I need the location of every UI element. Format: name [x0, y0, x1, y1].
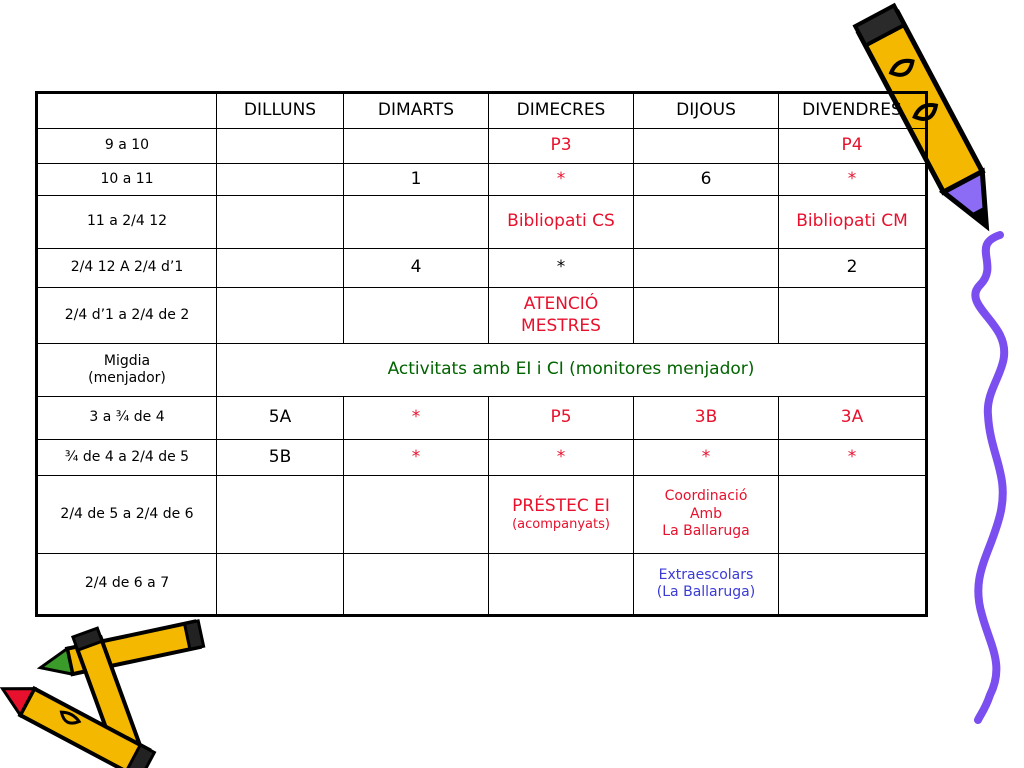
header-day-tuesday: DIMARTS [344, 93, 489, 129]
header-day-friday: DIVENDRES [779, 93, 927, 129]
table-cell [779, 288, 927, 344]
cell-line: PRÉSTEC EI [512, 495, 610, 516]
table-cell: * [489, 164, 634, 196]
squiggle-icon [960, 225, 1024, 725]
time-slot: 2/4 12 A 2/4 d’1 [37, 249, 217, 288]
time-slot: 3 a ¾ de 4 [37, 397, 217, 440]
table-cell: Bibliopati CM [779, 196, 927, 249]
table-cell [217, 164, 344, 196]
time-slot: 2/4 de 5 a 2/4 de 6 [37, 476, 217, 554]
table-row [37, 440, 927, 476]
table-row [37, 196, 927, 249]
table-cell [344, 288, 489, 344]
table-cell: ATENCIÓ MESTRES [489, 288, 634, 344]
table-cell: * [344, 440, 489, 476]
table-cell [634, 129, 779, 164]
time-slot [37, 344, 217, 397]
time-slot-line: (menjador) [88, 370, 166, 386]
table-row [37, 288, 927, 344]
table-cell [217, 288, 344, 344]
table-cell: 1 [344, 164, 489, 196]
table-cell [344, 476, 489, 554]
crossed-pencils-icon [0, 618, 215, 768]
header-day-thursday: DIJOUS [634, 93, 779, 129]
cell-line: La Ballaruga [662, 523, 750, 540]
schedule-table [35, 91, 928, 617]
table-row [37, 344, 927, 397]
table-cell [217, 249, 344, 288]
table-cell [344, 196, 489, 249]
table-cell [634, 476, 779, 554]
table-cell [634, 288, 779, 344]
table-cell: 3A [779, 397, 927, 440]
time-slot: ¾ de 4 a 2/4 de 5 [37, 440, 217, 476]
table-cell: * [489, 440, 634, 476]
time-slot: 2/4 d’1 a 2/4 de 2 [37, 288, 217, 344]
time-slot: 2/4 de 6 a 7 [37, 554, 217, 616]
table-cell [634, 554, 779, 616]
table-cell: 5B [217, 440, 344, 476]
table-cell: * [489, 249, 634, 288]
table-cell: 3B [634, 397, 779, 440]
time-slot: 11 a 2/4 12 [37, 196, 217, 249]
lunch-activities-cell: Activitats amb EI i CI (monitores menjador) [217, 344, 927, 397]
table-cell: * [344, 397, 489, 440]
table-cell: * [779, 164, 927, 196]
table-row [37, 397, 927, 440]
cell-line: Amb [689, 505, 723, 522]
table-cell [217, 476, 344, 554]
table-cell: Bibliopati CS [489, 196, 634, 249]
table-cell [344, 554, 489, 616]
cell-line: Coordinació [664, 488, 748, 505]
table-cell: 4 [344, 249, 489, 288]
table-cell [489, 554, 634, 616]
table-cell: P4 [779, 129, 927, 164]
cell-line: (La Ballaruga) [656, 584, 756, 600]
time-slot-line: Migdia [103, 352, 151, 369]
cell-line: (acompanyats) [512, 517, 610, 532]
header-day-wednesday: DIMECRES [489, 93, 634, 129]
header-row [37, 93, 927, 129]
time-slot: 9 a 10 [37, 129, 217, 164]
header-corner [37, 93, 217, 129]
table-row [37, 164, 927, 196]
table-row [37, 129, 927, 164]
table-cell: 2 [779, 249, 927, 288]
time-slot: 10 a 11 [37, 164, 217, 196]
table-cell [779, 476, 927, 554]
table-cell [634, 249, 779, 288]
table-cell: * [634, 440, 779, 476]
table-cell [489, 476, 634, 554]
table-cell [634, 196, 779, 249]
table-row [37, 554, 927, 616]
table-cell: * [779, 440, 927, 476]
header-day-monday: DILLUNS [217, 93, 344, 129]
table-row [37, 249, 927, 288]
table-cell [217, 196, 344, 249]
table-cell: 6 [634, 164, 779, 196]
table-cell [217, 554, 344, 616]
table-cell: 5A [217, 397, 344, 440]
table-row [37, 476, 927, 554]
table-cell: P5 [489, 397, 634, 440]
table-cell [217, 129, 344, 164]
table-cell [779, 554, 927, 616]
table-cell: P3 [489, 129, 634, 164]
table-cell [344, 129, 489, 164]
cell-line: Extraescolars [658, 566, 754, 583]
